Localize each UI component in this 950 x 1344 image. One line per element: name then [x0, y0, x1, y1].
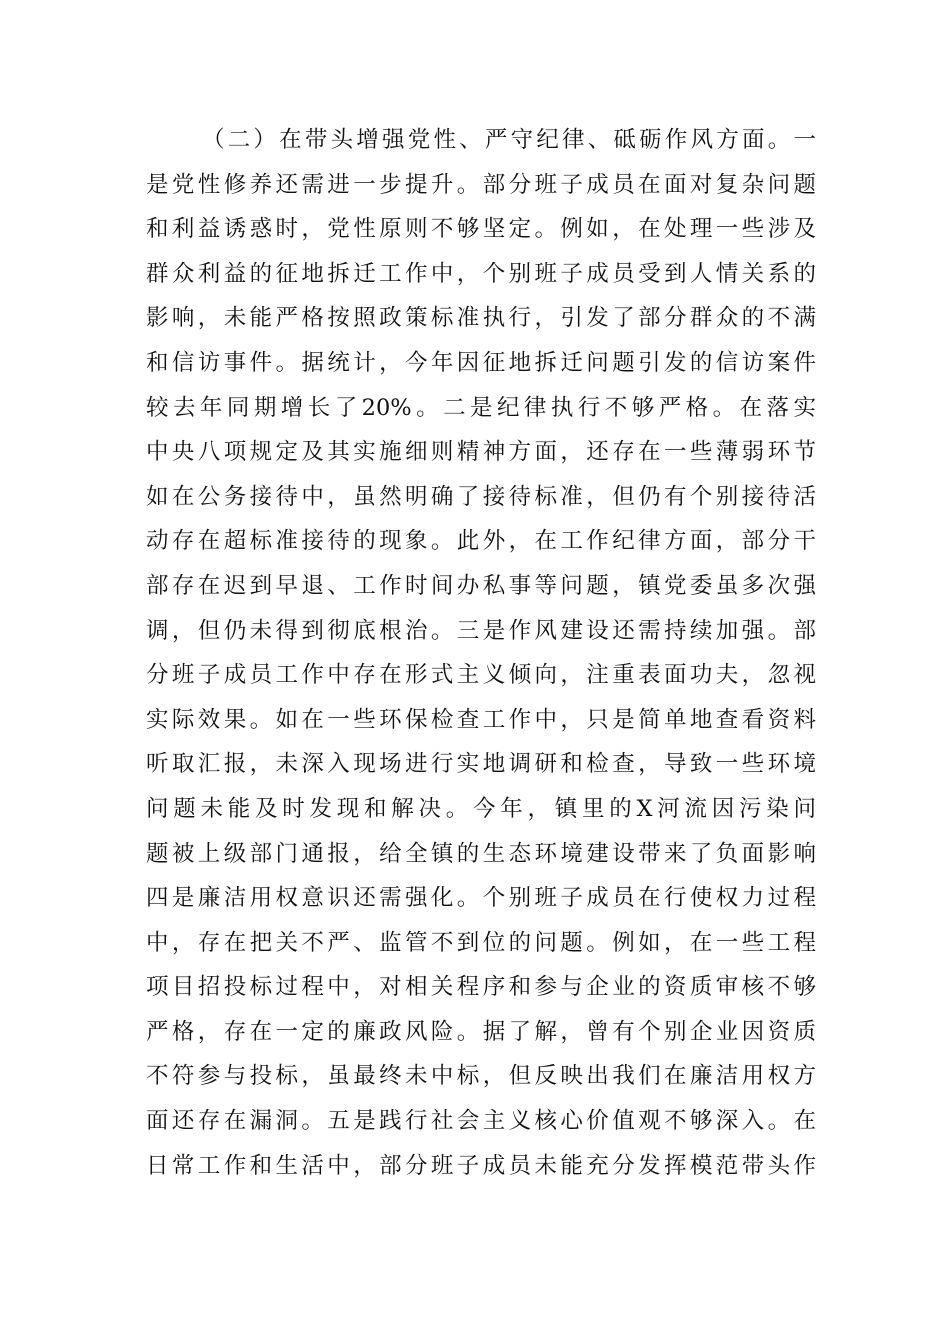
text-line: 实际效果。如在一些环保检查工作中，只是简单地查看资料	[146, 706, 816, 733]
text-line: 不符参与投标，虽最终未中标，但反映出我们在廉洁用权方	[146, 1063, 816, 1090]
text-line: 问题未能及时发现和解决。今年，镇里的X河流因污染问	[146, 795, 816, 822]
text-line: 是党性修养还需进一步提升。部分班子成员在面对复杂问题	[146, 171, 816, 198]
text-line: 较去年同期增长了20%。二是纪律执行不够严格。在落实	[146, 394, 816, 421]
text-line: 面还存在漏洞。五是践行社会主义核心价值观不够深入。在	[146, 1108, 816, 1135]
text-line: 题被上级部门通报，给全镇的生态环境建设带来了负面影响	[146, 840, 816, 867]
text-line: 中央八项规定及其实施细则精神方面，还存在一些薄弱环节	[146, 439, 816, 466]
text-line: 动存在超标准接待的现象。此外，在工作纪律方面，部分干	[146, 528, 816, 555]
text-line: （二）在带头增强党性、严守纪律、砥砺作风方面。一	[202, 127, 816, 153]
text-line: 和信访事件。据统计，今年因征地拆迁问题引发的信访案件	[146, 349, 816, 376]
text-line: 中，存在把关不严、监管不到位的问题。例如，在一些工程	[146, 929, 816, 956]
text-line: 严格，存在一定的廉政风险。据了解，曾有个别企业因资质	[146, 1018, 816, 1045]
text-line: 项目招投标过程中，对相关程序和参与企业的资质审核不够	[146, 974, 816, 1001]
text-line: 四是廉洁用权意识还需强化。个别班子成员在行使权力过程	[146, 885, 816, 912]
text-line: 日常工作和生活中，部分班子成员未能充分发挥模范带头作	[146, 1152, 816, 1179]
body-paragraph	[146, 118, 816, 1188]
text-line: 调，但仍未得到彻底根治。三是作风建设还需持续加强。部	[146, 617, 816, 644]
text-line: 分班子成员工作中存在形式主义倾向，注重表面功夫，忽视	[146, 662, 816, 689]
text-line: 如在公务接待中，虽然明确了接待标准，但仍有个别接待活	[146, 483, 816, 510]
text-line: 群众利益的征地拆迁工作中，个别班子成员受到人情关系的	[146, 260, 816, 287]
text-line: 影响，未能严格按照政策标准执行，引发了部分群众的不满	[146, 305, 816, 332]
text-line: 听取汇报，未深入现场进行实地调研和检查，导致一些环境	[146, 751, 816, 778]
text-line: 和利益诱惑时，党性原则不够坚定。例如，在处理一些涉及	[146, 216, 816, 243]
text-line: 部存在迟到早退、工作时间办私事等问题，镇党委虽多次强	[146, 572, 816, 599]
